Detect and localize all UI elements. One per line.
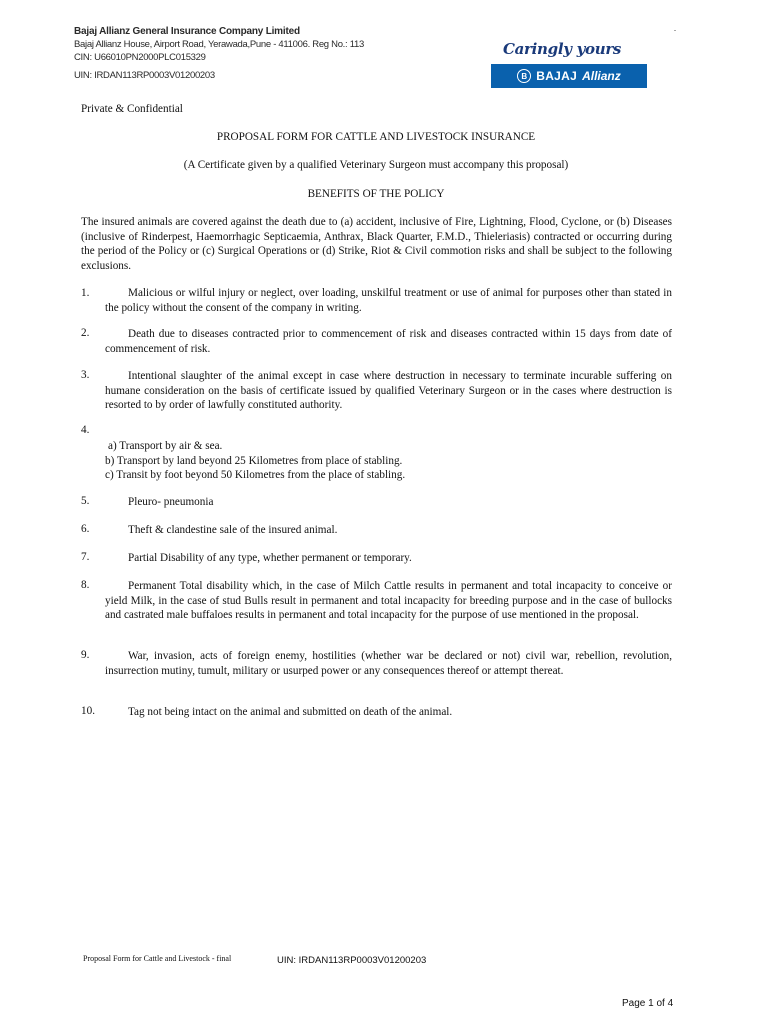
- exclusion-text: [105, 705, 672, 720]
- intro-paragraph: The insured animals are covered against the death due to (a) accident, inclusive of Fire, Lightning, Flood, Cyclone, or (b) Diseases (inclusive of Rinderpest, Haemorrhagic Septicaemia, Anthrax, Black Quarter, F.M.D., Thieleriasis) contracted or occurring during the period of the Policy or (c) Surgical Operations or (d) Strike, Riot & Civil commotion risks and shall be subject to the following exclusions.: [81, 216, 672, 272]
- exclusion-num: 1.: [81, 287, 90, 299]
- exclusion-7-text: Partial Disability of any type, whether permanent or temporary.: [128, 552, 412, 564]
- page-number: Page 1 of 4: [622, 998, 674, 1009]
- exclusion-num: 5.: [81, 495, 90, 507]
- company-name: Bajaj Allianz General Insurance Company Limited: [74, 26, 300, 37]
- bajaj-allianz-logo: [491, 64, 647, 88]
- exclusion-text: [105, 649, 672, 678]
- exclusion-text: [105, 286, 672, 315]
- confidential-label: Private & Confidential: [81, 103, 183, 115]
- exclusion-num: 7.: [81, 551, 90, 563]
- exclusion-4a: a) Transport by air & sea.: [108, 440, 223, 452]
- exclusion-text: [105, 523, 672, 538]
- logo-mark-icon: B: [517, 69, 531, 83]
- exclusion-num: 8.: [81, 579, 90, 591]
- logo-brand-allianz: Allianz: [582, 69, 621, 83]
- exclusion-num: 3.: [81, 369, 90, 381]
- exclusion-4-sublist: [105, 439, 672, 483]
- exclusion-1-text: Malicious or wilful injury or neglect, over loading, unskilful treatment or use of animal for purposes other than stated in the policy without the consent of the company in writing.: [105, 287, 672, 314]
- page-subtitle: (A Certificate given by a qualified Veterinary Surgeon must accompany this proposal): [183, 159, 569, 171]
- exclusion-5-text: Pleuro- pneumonia: [128, 496, 214, 508]
- exclusion-text: [105, 551, 672, 566]
- exclusion-8-text: Permanent Total disability which, in the case of Milch Cattle results in permanent and total incapacity to conceive or yield Milk, in the case of stud Bulls result in permanent and total incapacity for breeding purpose and in the case of bullocks and castrated male buffaloes results in permanent and total incapacity for the purpose of use mentioned in the proposal.: [105, 580, 672, 621]
- header-dot: .: [674, 24, 676, 33]
- footer-form-name: Proposal Form for Cattle and Livestock - final: [83, 954, 232, 963]
- exclusion-text: [105, 327, 672, 356]
- logo-brand: BAJAJ: [536, 69, 578, 83]
- exclusion-num: 10.: [81, 705, 95, 717]
- exclusion-4c: c) Transit by foot beyond 50 Kilometres from the place of stabling.: [105, 469, 406, 481]
- exclusion-text: [105, 369, 672, 413]
- benefits-heading: BENEFITS OF THE POLICY: [307, 188, 445, 200]
- exclusion-9-text: War, invasion, acts of foreign enemy, hostilities (whether war be declared or not) civil war, rebellion, revolution, insurrection mutiny, tumult, military or usurped power or any consequences thereof or attempt thereat.: [105, 650, 672, 677]
- exclusion-text: [105, 495, 672, 510]
- footer-uin: UIN: IRDAN113RP0003V01200203: [277, 955, 427, 966]
- company-header: [74, 26, 364, 81]
- exclusion-3-text: Intentional slaughter of the animal except in case where destruction in necessary to terminate incurable suffering on humane consideration on the basis of certificate issued by qualified Veterinary Surgeon or in the cases where destruction is resorted to by order of lawfully constituted authority.: [105, 370, 672, 411]
- exclusion-6-text: Theft & clandestine sale of the insured animal.: [128, 524, 338, 536]
- exclusion-text: [105, 579, 672, 623]
- exclusion-num: 4.: [81, 424, 90, 436]
- company-address: Bajaj Allianz House, Airport Road, Yerawada,Pune - 411006. Reg No.: 113: [74, 39, 364, 50]
- exclusion-num: 9.: [81, 649, 90, 661]
- exclusion-num: 6.: [81, 523, 90, 535]
- exclusion-2-text: Death due to diseases contracted prior to commencement of risk and diseases contracted within 15 days from date of commencement of risk.: [105, 328, 672, 355]
- page-title: PROPOSAL FORM FOR CATTLE AND LIVESTOCK INSURANCE: [216, 131, 536, 143]
- exclusion-10-text: Tag not being intact on the animal and submitted on death of the animal.: [128, 706, 453, 718]
- exclusion-num: 2.: [81, 327, 90, 339]
- header-uin: UIN: IRDAN113RP0003V01200203: [74, 70, 215, 81]
- exclusion-4b: b) Transport by land beyond 25 Kilometres from place of stabling.: [105, 454, 403, 467]
- company-cin: CIN: U66010PN2000PLC015329: [74, 52, 206, 63]
- tagline: Caringly yours: [503, 40, 622, 58]
